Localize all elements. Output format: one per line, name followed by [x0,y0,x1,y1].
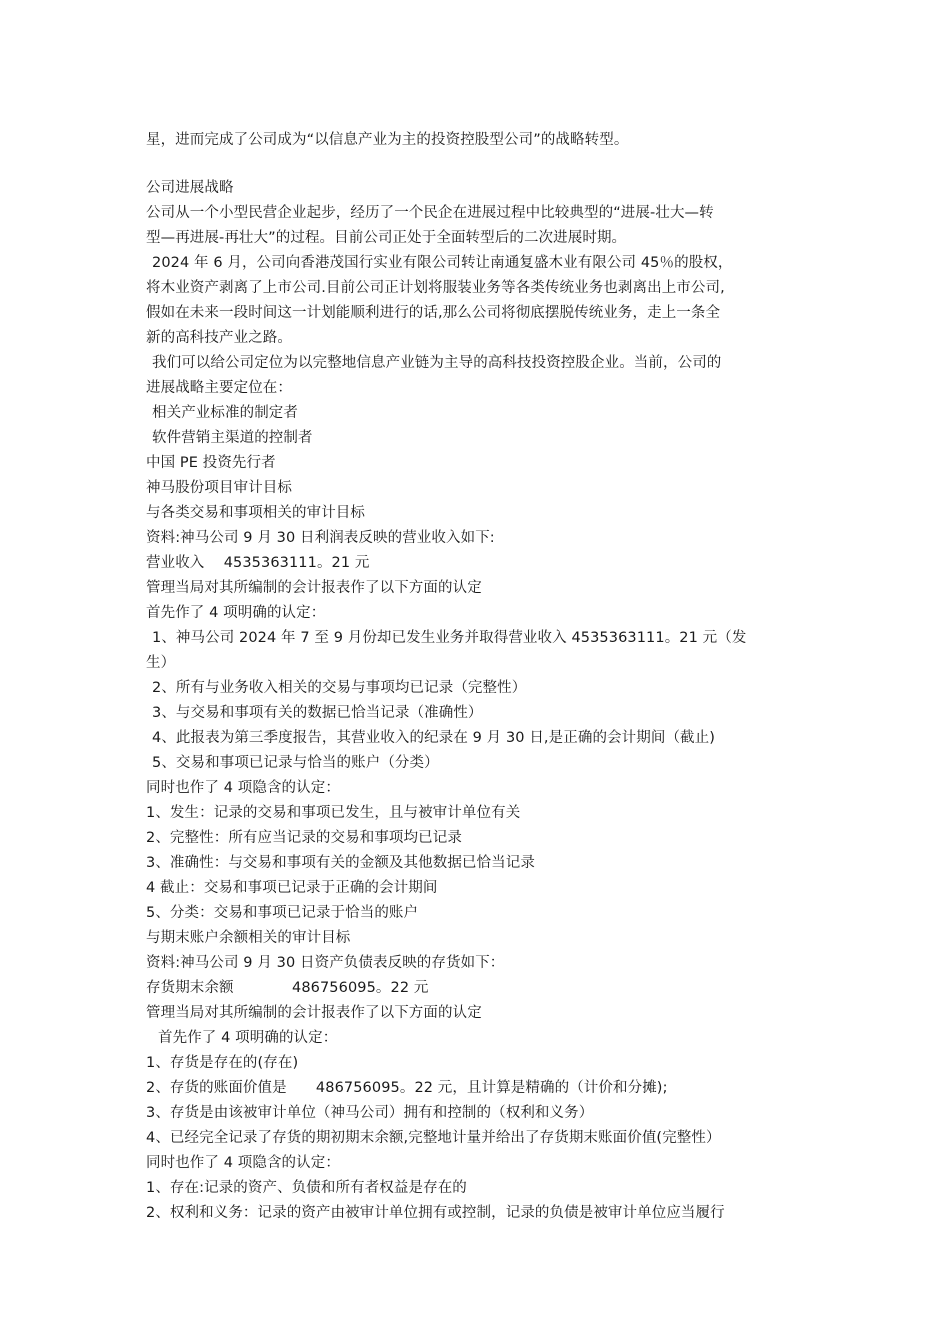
text-line: 同时也作了 4 项隐含的认定： [146,1155,340,1171]
text-line: 3、准确性：与交易和事项有关的金额及其他数据已恰当记录 [146,855,535,871]
text-line: 我们可以给公司定位为以完整地信息产业链为主导的高科技投资控股企业。当前，公司的 [152,355,722,371]
text-line: 管理当局对其所编制的会计报表作了以下方面的认定 [146,580,482,596]
text-line: 型—再进展-再壮大”的过程。目前公司正处于全面转型后的二次进展时期。 [146,230,627,246]
text-line: 生） [146,655,176,671]
text-line: 1、存货是存在的(存在) [146,1055,299,1071]
text-line: 管理当局对其所编制的会计报表作了以下方面的认定 [146,1005,482,1021]
text-line: 首先作了 4 项明确的认定： [146,605,326,621]
text-line: 公司从一个小型民营企业起步，经历了一个民企在进展过程中比较典型的“进展-壮大—转 [146,205,714,221]
document-page [146,0,816,1344]
text-line: 同时也作了 4 项隐含的认定： [146,780,340,796]
text-line: 3、与交易和事项有关的数据已恰当记录（准确性） [152,705,483,721]
text-line: 资料:神马公司 9 月 30 日利润表反映的营业收入如下: [146,530,495,546]
text-line: 将木业资产剥离了上市公司.目前公司正计划将服装业务等各类传统业务也剥离出上市公司, [146,280,725,296]
text-line: 假如在未来一段时间这一计划能顺利进行的话,那么公司将彻底摆脱传统业务，走上一条全 [146,305,721,321]
text-line: 营业收入 4535363111。21 元 [146,555,370,571]
text-line: 首先作了 4 项明确的认定： [158,1030,338,1046]
text-line: 2024 年 6 月，公司向香港茂国行实业有限公司转让南通复盛木业有限公司 45％的股权， [152,255,733,271]
text-line: 相关产业标准的制定者 [152,405,298,421]
text-line: 中国 PE 投资先行者 [146,455,276,471]
text-line: 5、交易和事项已记录与恰当的账户（分类） [152,755,439,771]
text-line: 存货期末余额 486756095。22 元 [146,980,429,996]
text-line: 进展战略主要定位在： [146,380,292,396]
text-line: 2、所有与业务收入相关的交易与事项均已记录（完整性） [152,680,527,696]
text-line: 4、已经完全记录了存货的期初期末余额,完整地计量并给出了存货期末账面价值(完整性） [146,1130,721,1146]
text-line: 与各类交易和事项相关的审计目标 [146,505,365,521]
text-line: 3、存货是由该被审计单位（神马公司）拥有和控制的（权利和义务） [146,1105,594,1121]
text-line: 2、存货的账面价值是 486756095。22 元，且计算是精确的（计价和分摊); [146,1080,668,1096]
text-line: 与期末账户余额相关的审计目标 [146,930,351,946]
text-line: 神马股份项目审计目标 [146,480,292,496]
text-line: 4 截止：交易和事项已记录于正确的会计期间 [146,880,438,896]
text-line: 2、权利和义务：记录的资产由被审计单位拥有或控制，记录的负债是被审计单位应当履行 [146,1205,725,1221]
text-line: 软件营销主渠道的控制者 [152,430,313,446]
text-line: 星，进而完成了公司成为“以信息产业为主的投资控股型公司”的战略转型。 [146,132,629,148]
text-line: 4、此报表为第三季度报告，其营业收入的纪录在 9 月 30 日,是正确的会计期间（截止) [152,730,716,746]
text-line: 公司进展战略 [146,180,234,196]
text-line: 1、发生：记录的交易和事项已发生，且与被审计单位有关 [146,805,521,821]
text-line: 5、分类：交易和事项已记录于恰当的账户 [146,905,419,921]
text-line: 1、神马公司 2024 年 7 至 9 月份却已发生业务并取得营业收入 4535363111。21 元（发 [152,630,747,646]
text-line: 2、完整性：所有应当记录的交易和事项均已记录 [146,830,462,846]
text-line: 1、存在:记录的资产、负债和所有者权益是存在的 [146,1180,467,1196]
text-line: 资料:神马公司 9 月 30 日资产负债表反映的存货如下： [146,955,505,971]
text-line: 新的高科技产业之路。 [146,330,292,346]
